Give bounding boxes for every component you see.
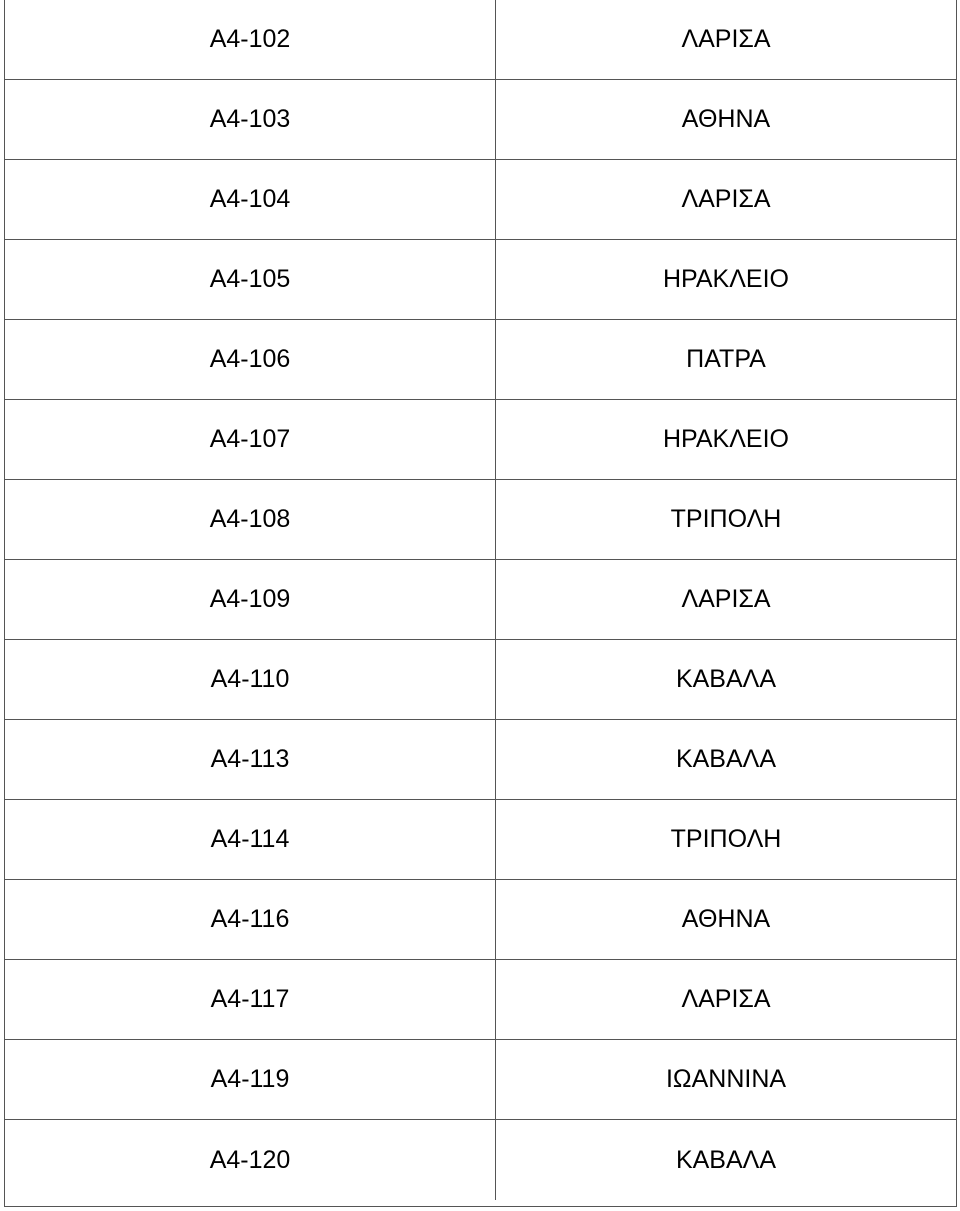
code-cell: A4-117: [5, 960, 496, 1040]
code-cell: A4-114: [5, 800, 496, 880]
table-row: [5, 0, 956, 80]
code-cell: A4-120: [5, 1120, 496, 1201]
code-cell: A4-116: [5, 880, 496, 960]
code-cell: A4-119: [5, 1040, 496, 1120]
table-row: [5, 1040, 956, 1120]
city-cell: ΠΑΤΡΑ: [496, 320, 957, 400]
city-cell: ΚΑΒΑΛΑ: [496, 720, 957, 800]
city-cell: ΛΑΡΙΣΑ: [496, 560, 957, 640]
city-cell: ΗΡΑΚΛΕΙΟ: [496, 240, 957, 320]
city-cell: ΚΑΒΑΛΑ: [675, 1145, 777, 1174]
city-cell: ΛΑΡΙΣΑ: [496, 960, 957, 1040]
table-row: [5, 1120, 956, 1201]
city-cell: ΤΡΙΠΟΛΗ: [496, 800, 957, 880]
city-cell: ΛΑΡΙΣΑ: [496, 160, 957, 240]
table-row: [5, 480, 956, 560]
document-sheet: [4, 0, 957, 1207]
code-cell: A4-103: [5, 80, 496, 160]
city-cell: ΤΡΙΠΟΛΗ: [496, 480, 957, 560]
city-cell: ΑΘΗΝΑ: [496, 80, 957, 160]
city-cell: ΗΡΑΚΛΕΙΟ: [496, 400, 957, 480]
table-row: [5, 320, 956, 400]
city-cell: ΛΑΡΙΣΑ: [496, 0, 957, 80]
code-cell: A4-102: [5, 0, 496, 80]
table-row: [5, 240, 956, 320]
table-row: [5, 800, 956, 880]
code-cell: A4-104: [5, 160, 496, 240]
code-city-table: [5, 0, 956, 1200]
table-row: [5, 720, 956, 800]
city-cell: ΑΘΗΝΑ: [496, 880, 957, 960]
city-cell: ΙΩΑΝΝΙΝΑ: [496, 1040, 957, 1120]
table-row: [5, 80, 956, 160]
code-cell: A4-107: [5, 400, 496, 480]
code-cell: A4-106: [5, 320, 496, 400]
table-row: [5, 880, 956, 960]
code-cell: A4-105: [5, 240, 496, 320]
code-cell: A4-108: [5, 480, 496, 560]
code-cell: A4-113: [5, 720, 496, 800]
code-cell: A4-110: [5, 640, 496, 720]
table-row: [5, 960, 956, 1040]
code-cell: A4-109: [5, 560, 496, 640]
table-row: [5, 400, 956, 480]
table-row: [5, 640, 956, 720]
city-cell: ΚΑΒΑΛΑ: [496, 640, 957, 720]
table-row: [5, 560, 956, 640]
table-row: [5, 160, 956, 240]
